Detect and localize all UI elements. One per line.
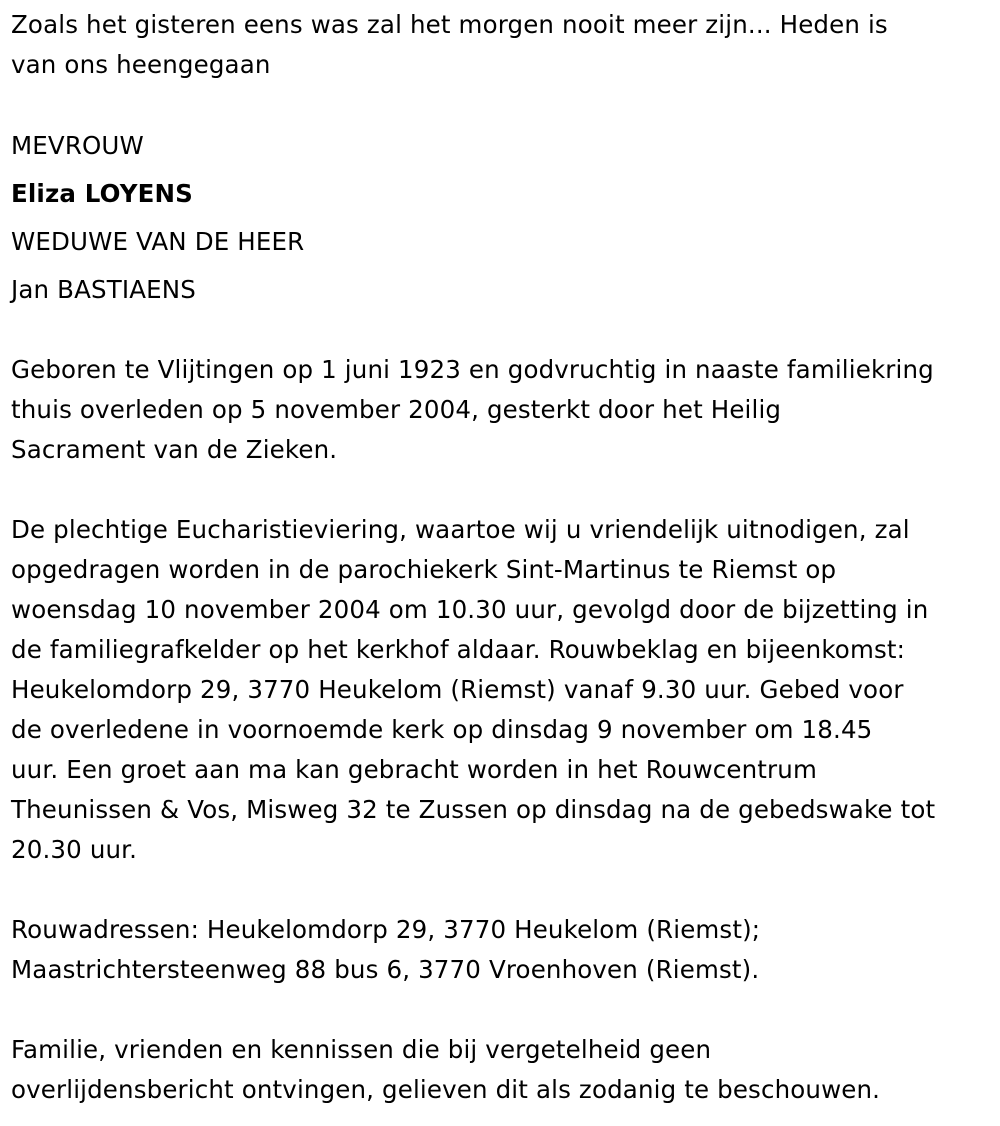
ceremony-line: Theunissen & Vos, Misweg 32 te Zussen op dinsdag na de gebedswake tot [11,795,936,824]
ceremony-line: de overledene in voornoemde kerk op dinsdag 9 november om 18.45 [11,715,873,744]
closing-line: Familie, vrienden en kennissen die bij vergetelheid geen [11,1035,712,1064]
intro-paragraph [11,5,996,85]
birth-death-line: thuis overleden op 5 november 2004, gesterkt door het Heilig [11,395,782,424]
spouse-name: Jan BASTIAENS [11,275,196,304]
intro-line: Zoals het gisteren eens was zal het morgen nooit meer zijn... Heden is [11,10,888,39]
address-line: Rouwadressen: Heukelomdorp 29, 3770 Heukelom (Riemst); [11,915,761,944]
ceremony-line: woensdag 10 november 2004 om 10.30 uur, gevolgd door de bijzetting in [11,595,929,624]
deceased-name: Eliza LOYENS [11,179,193,208]
ceremony-line: de familiegrafkelder op het kerkhof aldaar. Rouwbeklag en bijeenkomst: [11,635,906,664]
ceremony-paragraph [11,510,996,870]
birth-death-line: Sacrament van de Zieken. [11,435,338,464]
address-line: Maastrichtersteenweg 88 bus 6, 3770 Vroenhoven (Riemst). [11,955,760,984]
ceremony-line: De plechtige Eucharistieviering, waartoe wij u vriendelijk uitnodigen, zal [11,515,910,544]
birth-death-paragraph [11,350,996,470]
closing-paragraph [11,1030,996,1110]
relation-label: WEDUWE VAN DE HEER [11,227,305,256]
closing-line: overlijdensbericht ontvingen, gelieven dit als zodanig te beschouwen. [11,1075,881,1104]
title-prefix: MEVROUW [11,131,144,160]
addresses-paragraph [11,910,996,990]
ceremony-line: 20.30 uur. [11,835,138,864]
intro-line: van ons heengegaan [11,50,271,79]
ceremony-line: Heukelomdorp 29, 3770 Heukelom (Riemst) vanaf 9.30 uur. Gebed voor [11,675,904,704]
ceremony-line: uur. Een groet aan ma kan gebracht worden in het Rouwcentrum [11,755,817,784]
birth-death-line: Geboren te Vlijtingen op 1 juni 1923 en godvruchtig in naaste familiekring [11,355,934,384]
ceremony-line: opgedragen worden in de parochiekerk Sint-Martinus te Riemst op [11,555,837,584]
